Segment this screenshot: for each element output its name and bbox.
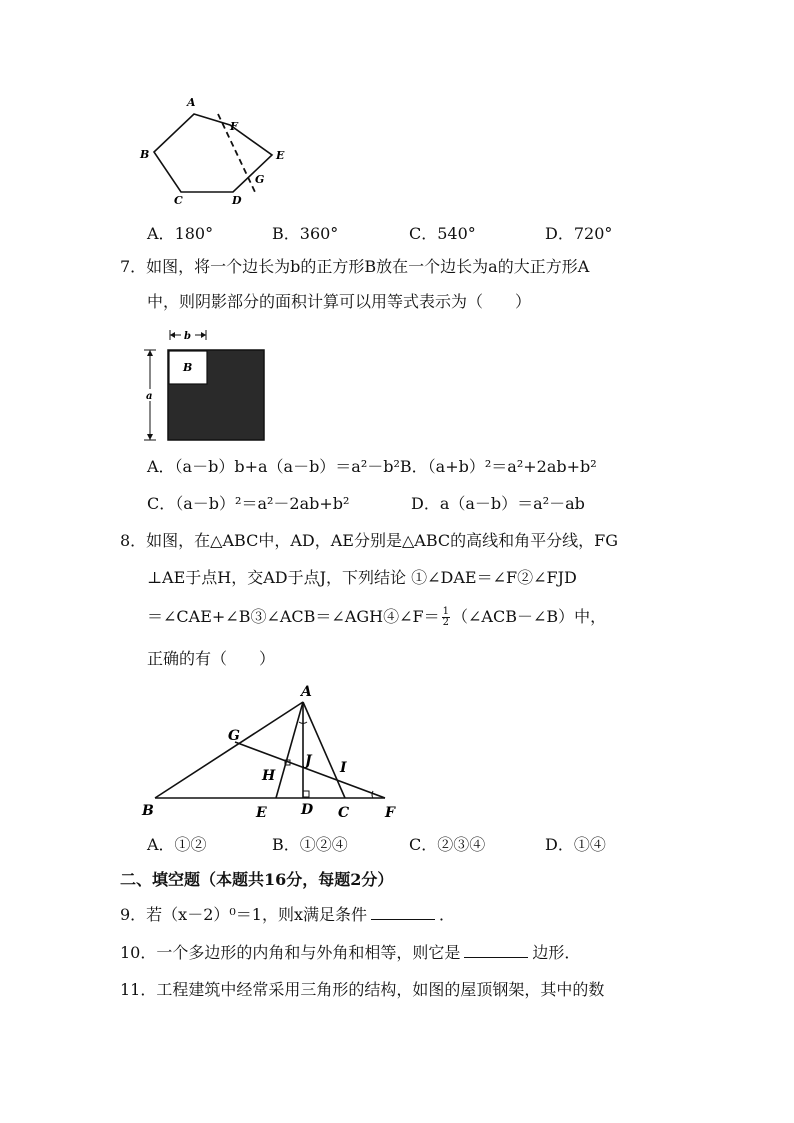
pentagon-label-a: A xyxy=(187,96,196,109)
triangle-label-j: J xyxy=(305,753,312,769)
triangle-label-f: F xyxy=(385,805,395,821)
q8-option-c: C．②③④ xyxy=(409,835,486,854)
pentagon-figure xyxy=(130,92,300,212)
q8-stem-line1: 8．如图，在△ABC中，AD，AE分别是△ABC的高线和角平分线，FG xyxy=(120,531,618,550)
q6-option-b: B．360° xyxy=(272,224,339,243)
q9-stem: 9．若（x－2）⁰＝1，则x满足条件 ． xyxy=(120,905,456,924)
triangle-label-a: A xyxy=(301,684,312,700)
pentagon-label-g: G xyxy=(255,173,265,186)
q8-stem-line4: 正确的有（ ） xyxy=(147,649,276,668)
q7-option-d: D．a（a－b）＝a²－ab xyxy=(411,494,585,513)
q10-stem: 10．一个多边形的内角和与外角和相等，则它是 边形． xyxy=(120,943,581,962)
q6-option-d: D．720° xyxy=(545,224,613,243)
q8-option-b: B．①②④ xyxy=(272,835,348,854)
triangle-figure xyxy=(135,680,415,825)
q8-option-d: D．①④ xyxy=(545,835,606,854)
q6-option-c: C．540° xyxy=(409,224,476,243)
triangle-label-b: B xyxy=(142,803,154,819)
q8-stem-line3: ＝∠CAE+∠B③∠ACB＝∠AGH④∠F＝ $\frac{1}{2}$ （∠ACB－∠B）中， xyxy=(147,606,607,628)
pentagon-label-d: D xyxy=(232,194,242,207)
q11-stem: 11．工程建筑中经常采用三角形的结构，如图的屋顶钢架，其中的数 xyxy=(120,980,605,999)
pentagon-label-c: C xyxy=(174,194,183,207)
square-figure xyxy=(138,326,273,448)
triangle-label-d: D xyxy=(301,802,314,818)
triangle-label-e: E xyxy=(256,805,267,821)
q8-option-a: A．①② xyxy=(147,835,207,854)
triangle-label-i: I xyxy=(340,760,347,776)
pentagon-label-b: B xyxy=(140,148,150,161)
label-a: a xyxy=(146,391,153,402)
q10-answer-blank[interactable] xyxy=(464,943,528,958)
q7-stem-line1: 7．如图，将一个边长为b的正方形B放在一个边长为a的大正方形A xyxy=(120,257,590,276)
triangle-label-h: H xyxy=(262,768,276,784)
triangle-label-g: G xyxy=(228,728,240,744)
pentagon-label-e: E xyxy=(276,149,285,162)
triangle-label-c: C xyxy=(338,805,350,821)
label-square-b: B xyxy=(183,361,193,374)
q7-option-a: A．（a－b）b+a（a－b）＝a²－b²B．（a+b）²＝a²+2ab+b² xyxy=(147,457,597,476)
section-heading-fill-in: 二、填空题（本题共16分，每题2分） xyxy=(120,870,394,889)
q7-option-c: C．（a－b）²＝a²－2ab+b² xyxy=(147,494,350,513)
pentagon-label-f: F xyxy=(230,120,238,133)
q6-option-a: A．180° xyxy=(147,224,214,243)
q7-stem-line2: 中，则阴影部分的面积计算可以用等式表示为（ ） xyxy=(147,292,532,311)
fraction-one-half: $\frac{1}{2}$ xyxy=(442,606,449,628)
q8-stem-line2: ⊥AE于点H，交AD于点J，下列结论 ①∠DAE＝∠F②∠FJD xyxy=(147,568,577,587)
q9-answer-blank[interactable] xyxy=(371,905,435,920)
label-b: b xyxy=(184,331,191,342)
